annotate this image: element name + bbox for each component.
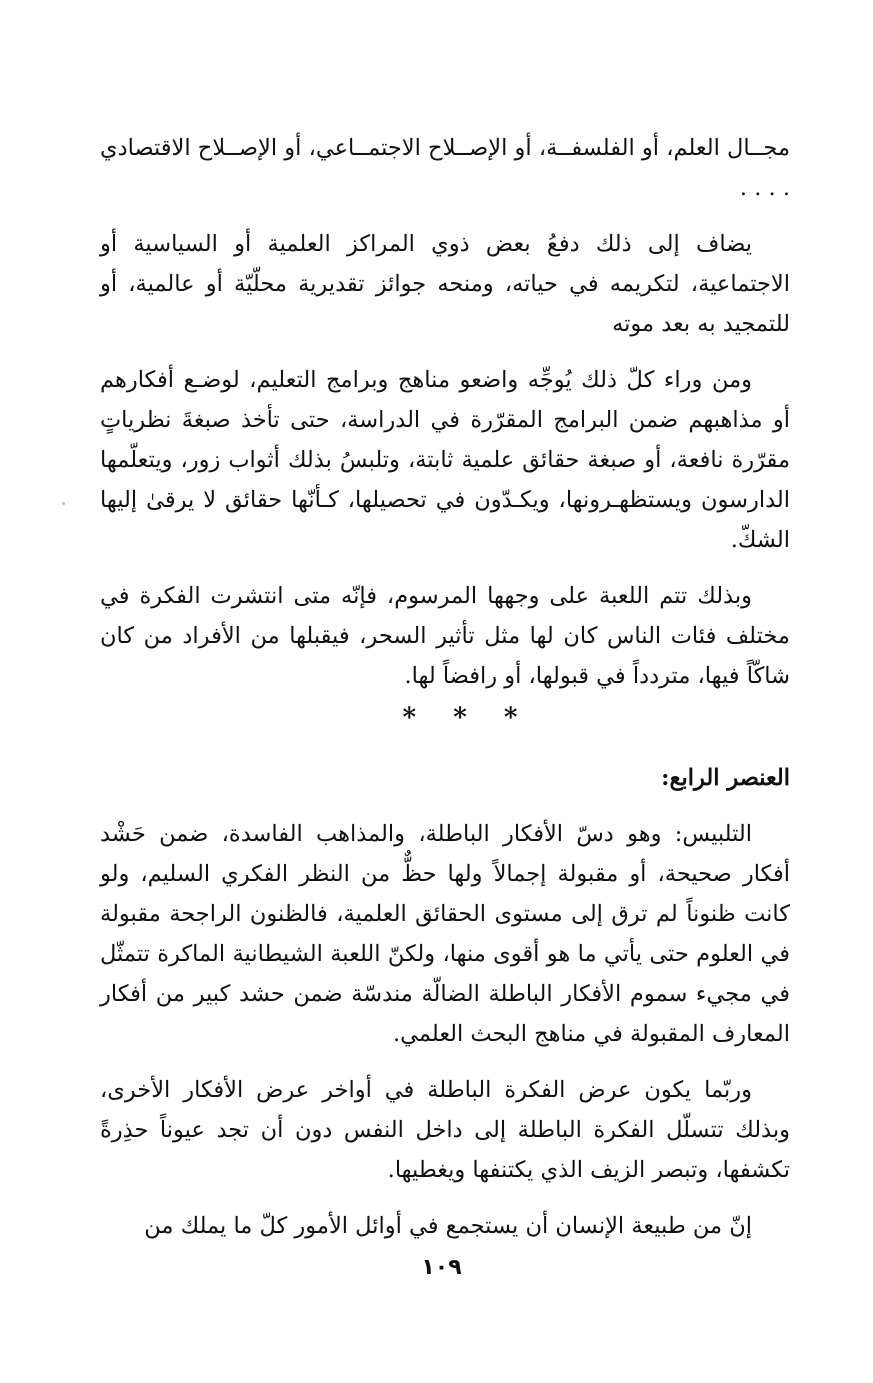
paragraph-2: يضاف إلى ذلك دفعُ بعض ذوي المراكز العلمية أو السياسية أو الاجتماعية، لتكريمه في حياته، ومنحه جوائز تقديرية محلّيّة أو عالمية، أو للتمجيد به بعد موته: [100, 231, 790, 337]
section-heading: العنصر الرابع:: [661, 765, 790, 791]
page-number: ١٠٩: [421, 1255, 462, 1280]
paragraph-1: مجــال العلم، أو الفلسفــة، أو الإصــلاح الاجتمــاعي، أو الإصــلاح الاقتصادي . . . .: [100, 135, 790, 201]
paragraph-3: ومن وراء كلّ ذلك يُوجِّه واضعو مناهج وبرامج التعليم، لوضـع أفكارهم أو مذاهبهم ضمن البرامج المقرّرة في الدراسة، حتى تأخذ صبغةَ نظرياتٍ مقرّرة نافعة، أو صبغة حقائق علمية ثابتة، وتلبسُ بذلك أثواب زور، ويتعلّمها الدارسون ويستظهـرونها، ويكـدّون في تحصيلها، كـأنّها حقائق لا يرقىٰ إليها الشكّ.: [100, 367, 790, 553]
paragraph-7: إنّ من طبيعة الإنسان أن يستجمع في أوائل الأمور كلّ ما يملك من: [144, 1213, 752, 1239]
margin-speck: [62, 502, 65, 505]
section-separator: [100, 698, 790, 738]
separator-star: *: [503, 703, 518, 733]
page-body: [100, 128, 790, 1246]
separator-star: *: [402, 703, 417, 733]
paragraph-6: وربّما يكون عرض الفكرة الباطلة في أواخر عرض الأفكار الأخرى، وبذلك تتسلّل الفكرة الباطلة إلى داخل النفس دون أن تجد عيوناً حذِرةً تكشفها، وتبصر الزيف الذي يكتنفها ويغطيها.: [100, 1077, 790, 1183]
paragraph-5: التلبيس: وهو دسّ الأفكار الباطلة، والمذاهب الفاسدة، ضمن حَشْد أفكار صحيحة، أو مقبولة إجمالاً ولها حظٌّ من النظر الفكري السليم، ولو كانت ظنوناً لم ترق إلى مستوى الحقائق العلمية، فالظنون الراجحة مقبولة في العلوم حتى يأتي ما هو أقوى منها، ولكنّ اللعبة الشيطانية الماكرة تتمثّل في مجيء سموم الأفكار الباطلة الضالّة مندسّة ضمن حشد كبير من أفكار المعارف المقبولة في مناهج البحث العلمي.: [100, 821, 790, 1047]
separator-star: *: [453, 703, 467, 733]
paragraph-4: وبذلك تتم اللعبة على وجهها المرسوم، فإنّه متى انتشرت الفكرة في مختلف فئات الناس كان لها مثل تأثير السحر، فيقبلها من الأفراد من كان شاكّاً فيها، متردداً في قبولها، أو رافضاً لها.: [100, 583, 790, 689]
